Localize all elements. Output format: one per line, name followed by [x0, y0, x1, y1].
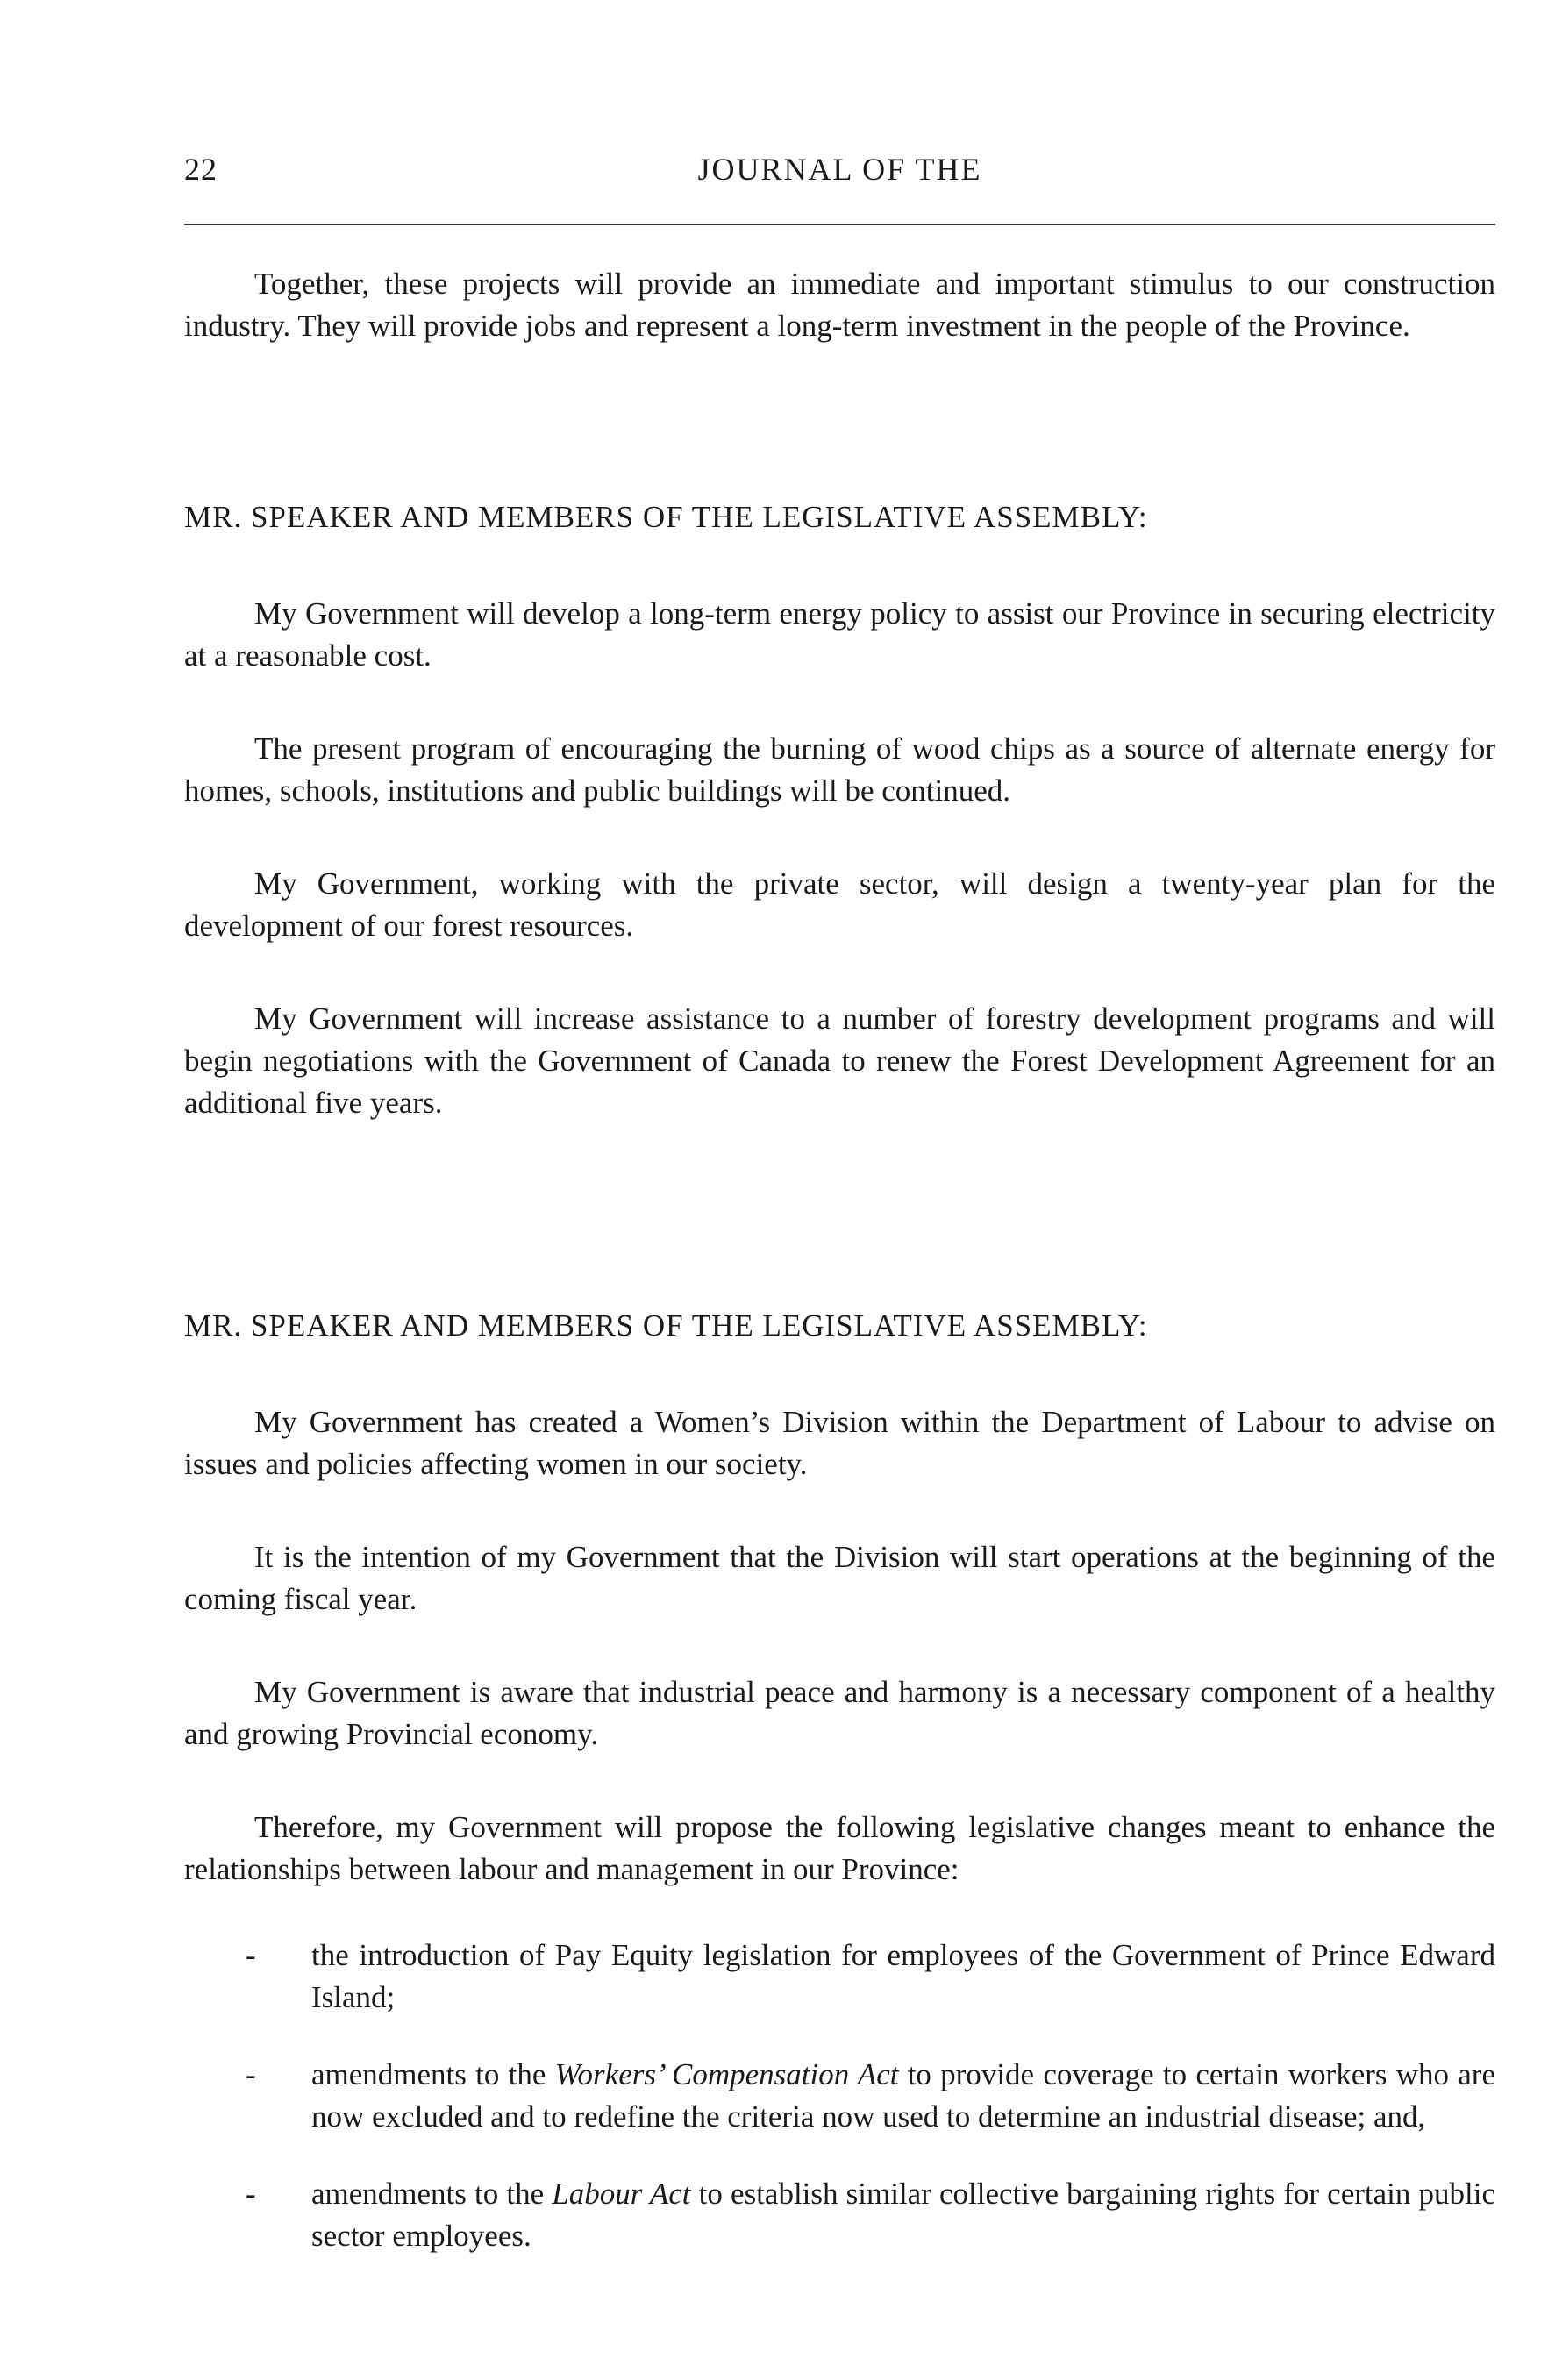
page-number: 22 [184, 152, 218, 187]
section-gap [184, 1175, 1495, 1305]
act-title-labour-act: Labour Act [552, 2177, 691, 2211]
body-text [184, 263, 1495, 2292]
list-item-text-pre: amendments to the [311, 2057, 555, 2091]
list-item-text-post: to provide coverage to certain workers who are now excluded and to redefine the criteria now used to determine an industrial disease; and, [311, 2057, 1495, 2134]
section-heading-energy: MR. SPEAKER AND MEMBERS OF THE LEGISLATIVE ASSEMBLY: [184, 500, 1148, 534]
list-item-text-post: to establish similar collective bargaining rights for certain public sector employees. [311, 2177, 1495, 2253]
list-item-labour-act [184, 2173, 1495, 2257]
paragraph-womens-division: My Government has created a Women’s Division within the Department of Labour to advise on issues and policies affecting women in our society. [184, 1405, 1495, 1481]
paragraph-projects: Together, these projects will provide an immediate and important stimulus to our construction industry. They will provide jobs and represent a long-term investment in the people of the Province. [184, 267, 1495, 343]
paragraph-industrial-peace: My Government is aware that industrial peace and harmony is a necessary component of a healthy and growing Provincial economy. [184, 1675, 1495, 1751]
list-item-text: the introduction of Pay Equity legislation for employees of the Government of Prince Edward Island; [311, 1938, 1495, 2014]
list-dash: - [246, 2057, 256, 2091]
list-item-pay-equity [184, 1935, 1495, 2019]
paragraph-legislative-changes: Therefore, my Government will propose the following legislative changes meant to enhance the relationships between labour and management in our Province: [184, 1810, 1495, 1886]
section-gap [184, 398, 1495, 496]
list-item-workers-compensation [184, 2054, 1495, 2138]
header-rule [184, 224, 1495, 225]
section-heading-labour: MR. SPEAKER AND MEMBERS OF THE LEGISLATIVE ASSEMBLY: [184, 1308, 1148, 1343]
list-item-text-pre: amendments to the [311, 2177, 553, 2211]
paragraph-energy-policy: My Government will develop a long-term energy policy to assist our Province in securing electricity at a reasonable cost. [184, 596, 1495, 673]
running-head: JOURNAL OF THE [697, 152, 982, 187]
list-dash: - [246, 1938, 256, 1972]
paragraph-forestry-assistance: My Government will increase assistance to a number of forestry development programs and will begin negotiations with the Government of Canada to renew the Forest Development Agreement for an additional five years. [184, 1001, 1495, 1120]
journal-page [184, 132, 1495, 2253]
page-header [184, 132, 1495, 187]
legislative-changes-list [184, 1935, 1495, 2257]
paragraph-wood-chips: The present program of encouraging the burning of wood chips as a source of alternate energy for homes, schools, institutions and public buildings will be continued. [184, 731, 1495, 808]
paragraph-forest-plan: My Government, working with the private sector, will design a twenty-year plan for the development of our forest resources. [184, 866, 1495, 943]
paragraph-division-start: It is the intention of my Government that the Division will start operations at the beginning of the coming fiscal year. [184, 1540, 1495, 1616]
act-title-workers-compensation: Workers’ Compensation Act [554, 2057, 899, 2091]
list-dash: - [246, 2177, 256, 2211]
